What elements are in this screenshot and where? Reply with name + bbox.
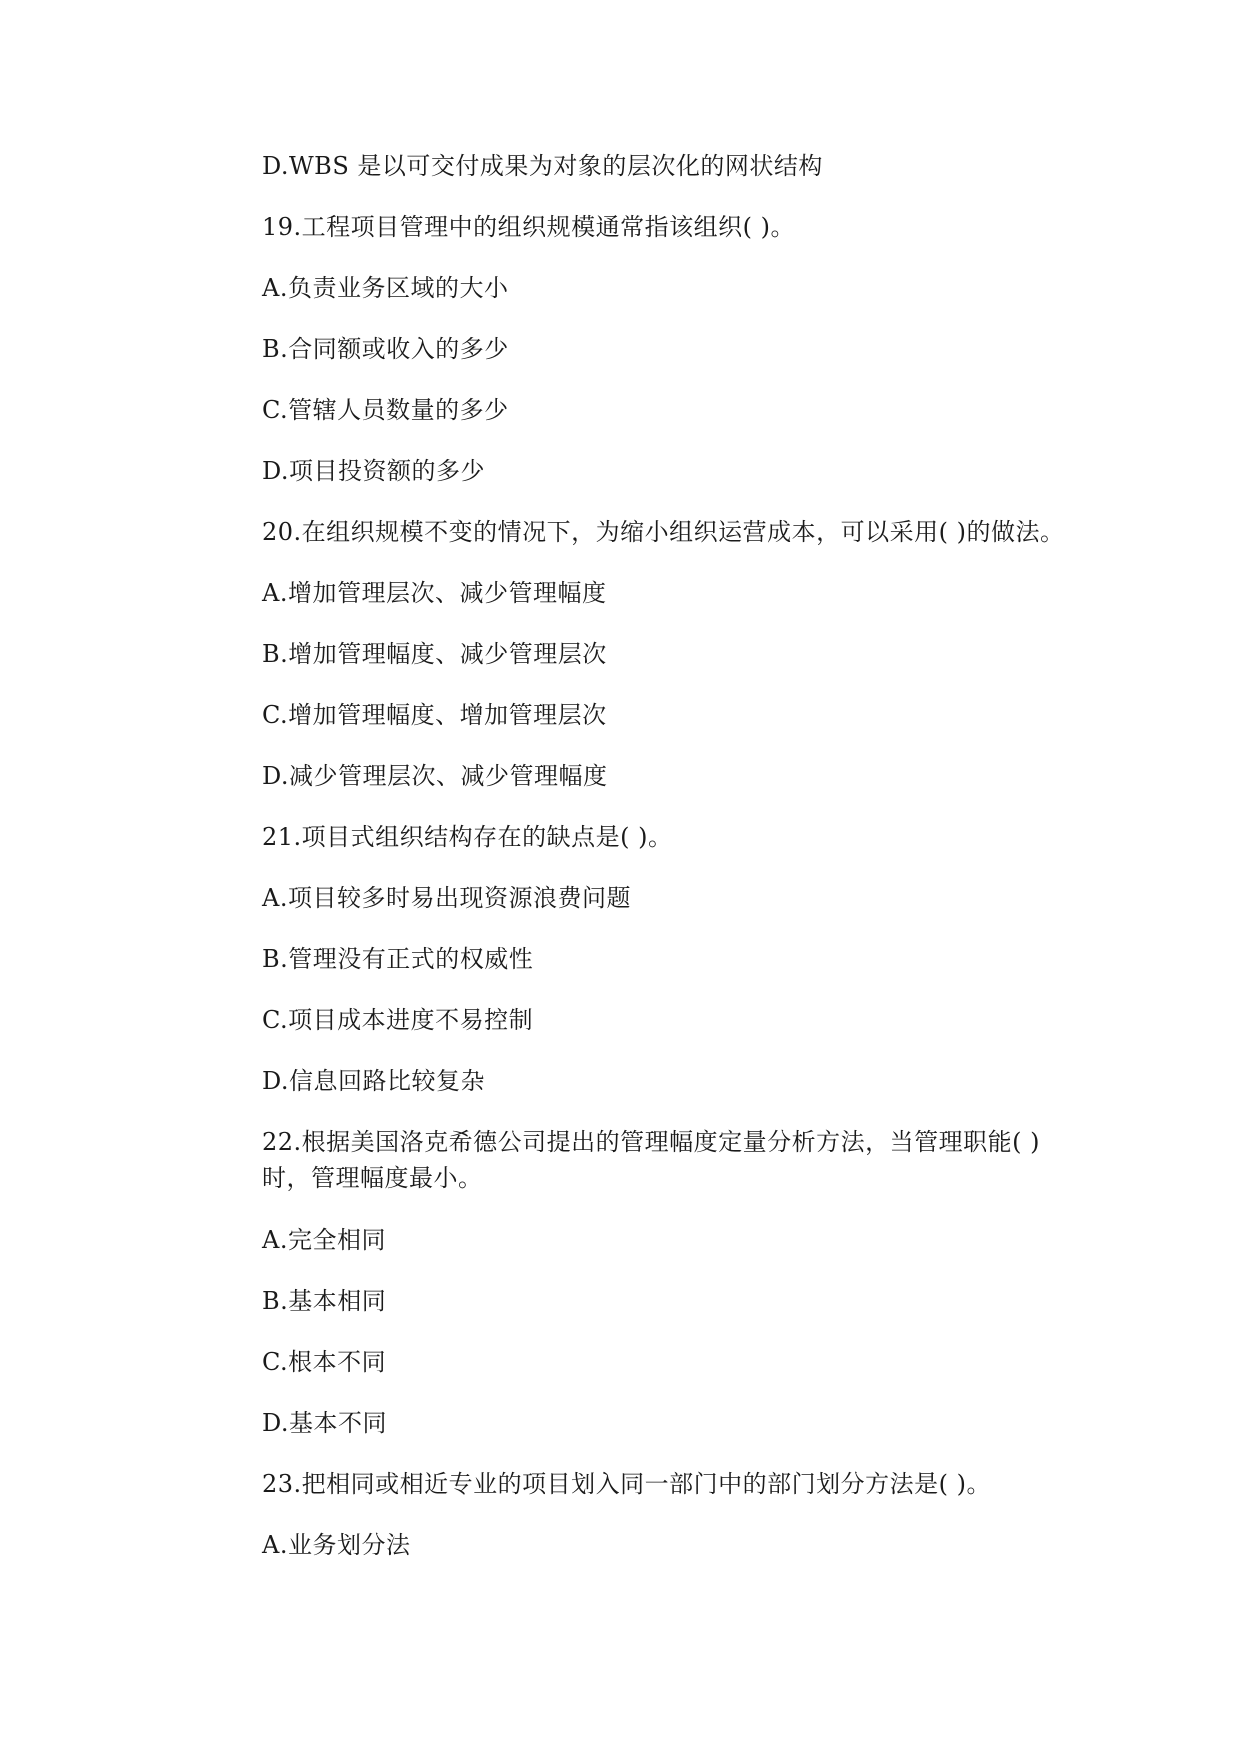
option-d-q22: D.基本不同 [262, 1409, 388, 1437]
option-c-q19: C.管辖人员数量的多少 [262, 396, 509, 424]
option-b-q21: B.管理没有正式的权威性 [262, 945, 534, 973]
option-c-q20: C.增加管理幅度、增加管理层次 [262, 701, 607, 729]
option-a-q20: A.增加管理层次、减少管理幅度 [262, 579, 607, 607]
question-23: 23.把相同或相近专业的项目划入同一部门中的部门划分方法是( )。 [262, 1470, 992, 1498]
question-20: 20.在组织规模不变的情况下，为缩小组织运营成本，可以采用( )的做法。 [262, 518, 1065, 546]
option-b-q20: B.增加管理幅度、减少管理层次 [262, 640, 607, 668]
option-b-q19: B.合同额或收入的多少 [262, 335, 509, 363]
question-21: 21.项目式组织结构存在的缺点是( )。 [262, 823, 673, 851]
option-d-q21: D.信息回路比较复杂 [262, 1067, 486, 1095]
option-c-q21: C.项目成本进度不易控制 [262, 1006, 534, 1034]
option-a-q21: A.项目较多时易出现资源浪费问题 [262, 884, 631, 912]
question-22-line1: 22.根据美国洛克希德公司提出的管理幅度定量分析方法，当管理职能( ) [262, 1128, 1041, 1156]
question-19: 19.工程项目管理中的组织规模通常指该组织( )。 [262, 213, 796, 241]
option-d-q18: D.WBS 是以可交付成果为对象的层次化的网状结构 [262, 152, 823, 180]
option-c-q22: C.根本不同 [262, 1348, 387, 1376]
question-22-line2: 时，管理幅度最小。 [262, 1164, 483, 1192]
option-b-q22: B.基本相同 [262, 1287, 387, 1315]
option-a-q22: A.完全相同 [262, 1226, 386, 1254]
option-d-q20: D.减少管理层次、减少管理幅度 [262, 762, 608, 790]
option-d-q19: D.项目投资额的多少 [262, 457, 486, 485]
option-a-q19: A.负责业务区域的大小 [262, 274, 509, 302]
option-a-q23: A.业务划分法 [262, 1531, 411, 1559]
